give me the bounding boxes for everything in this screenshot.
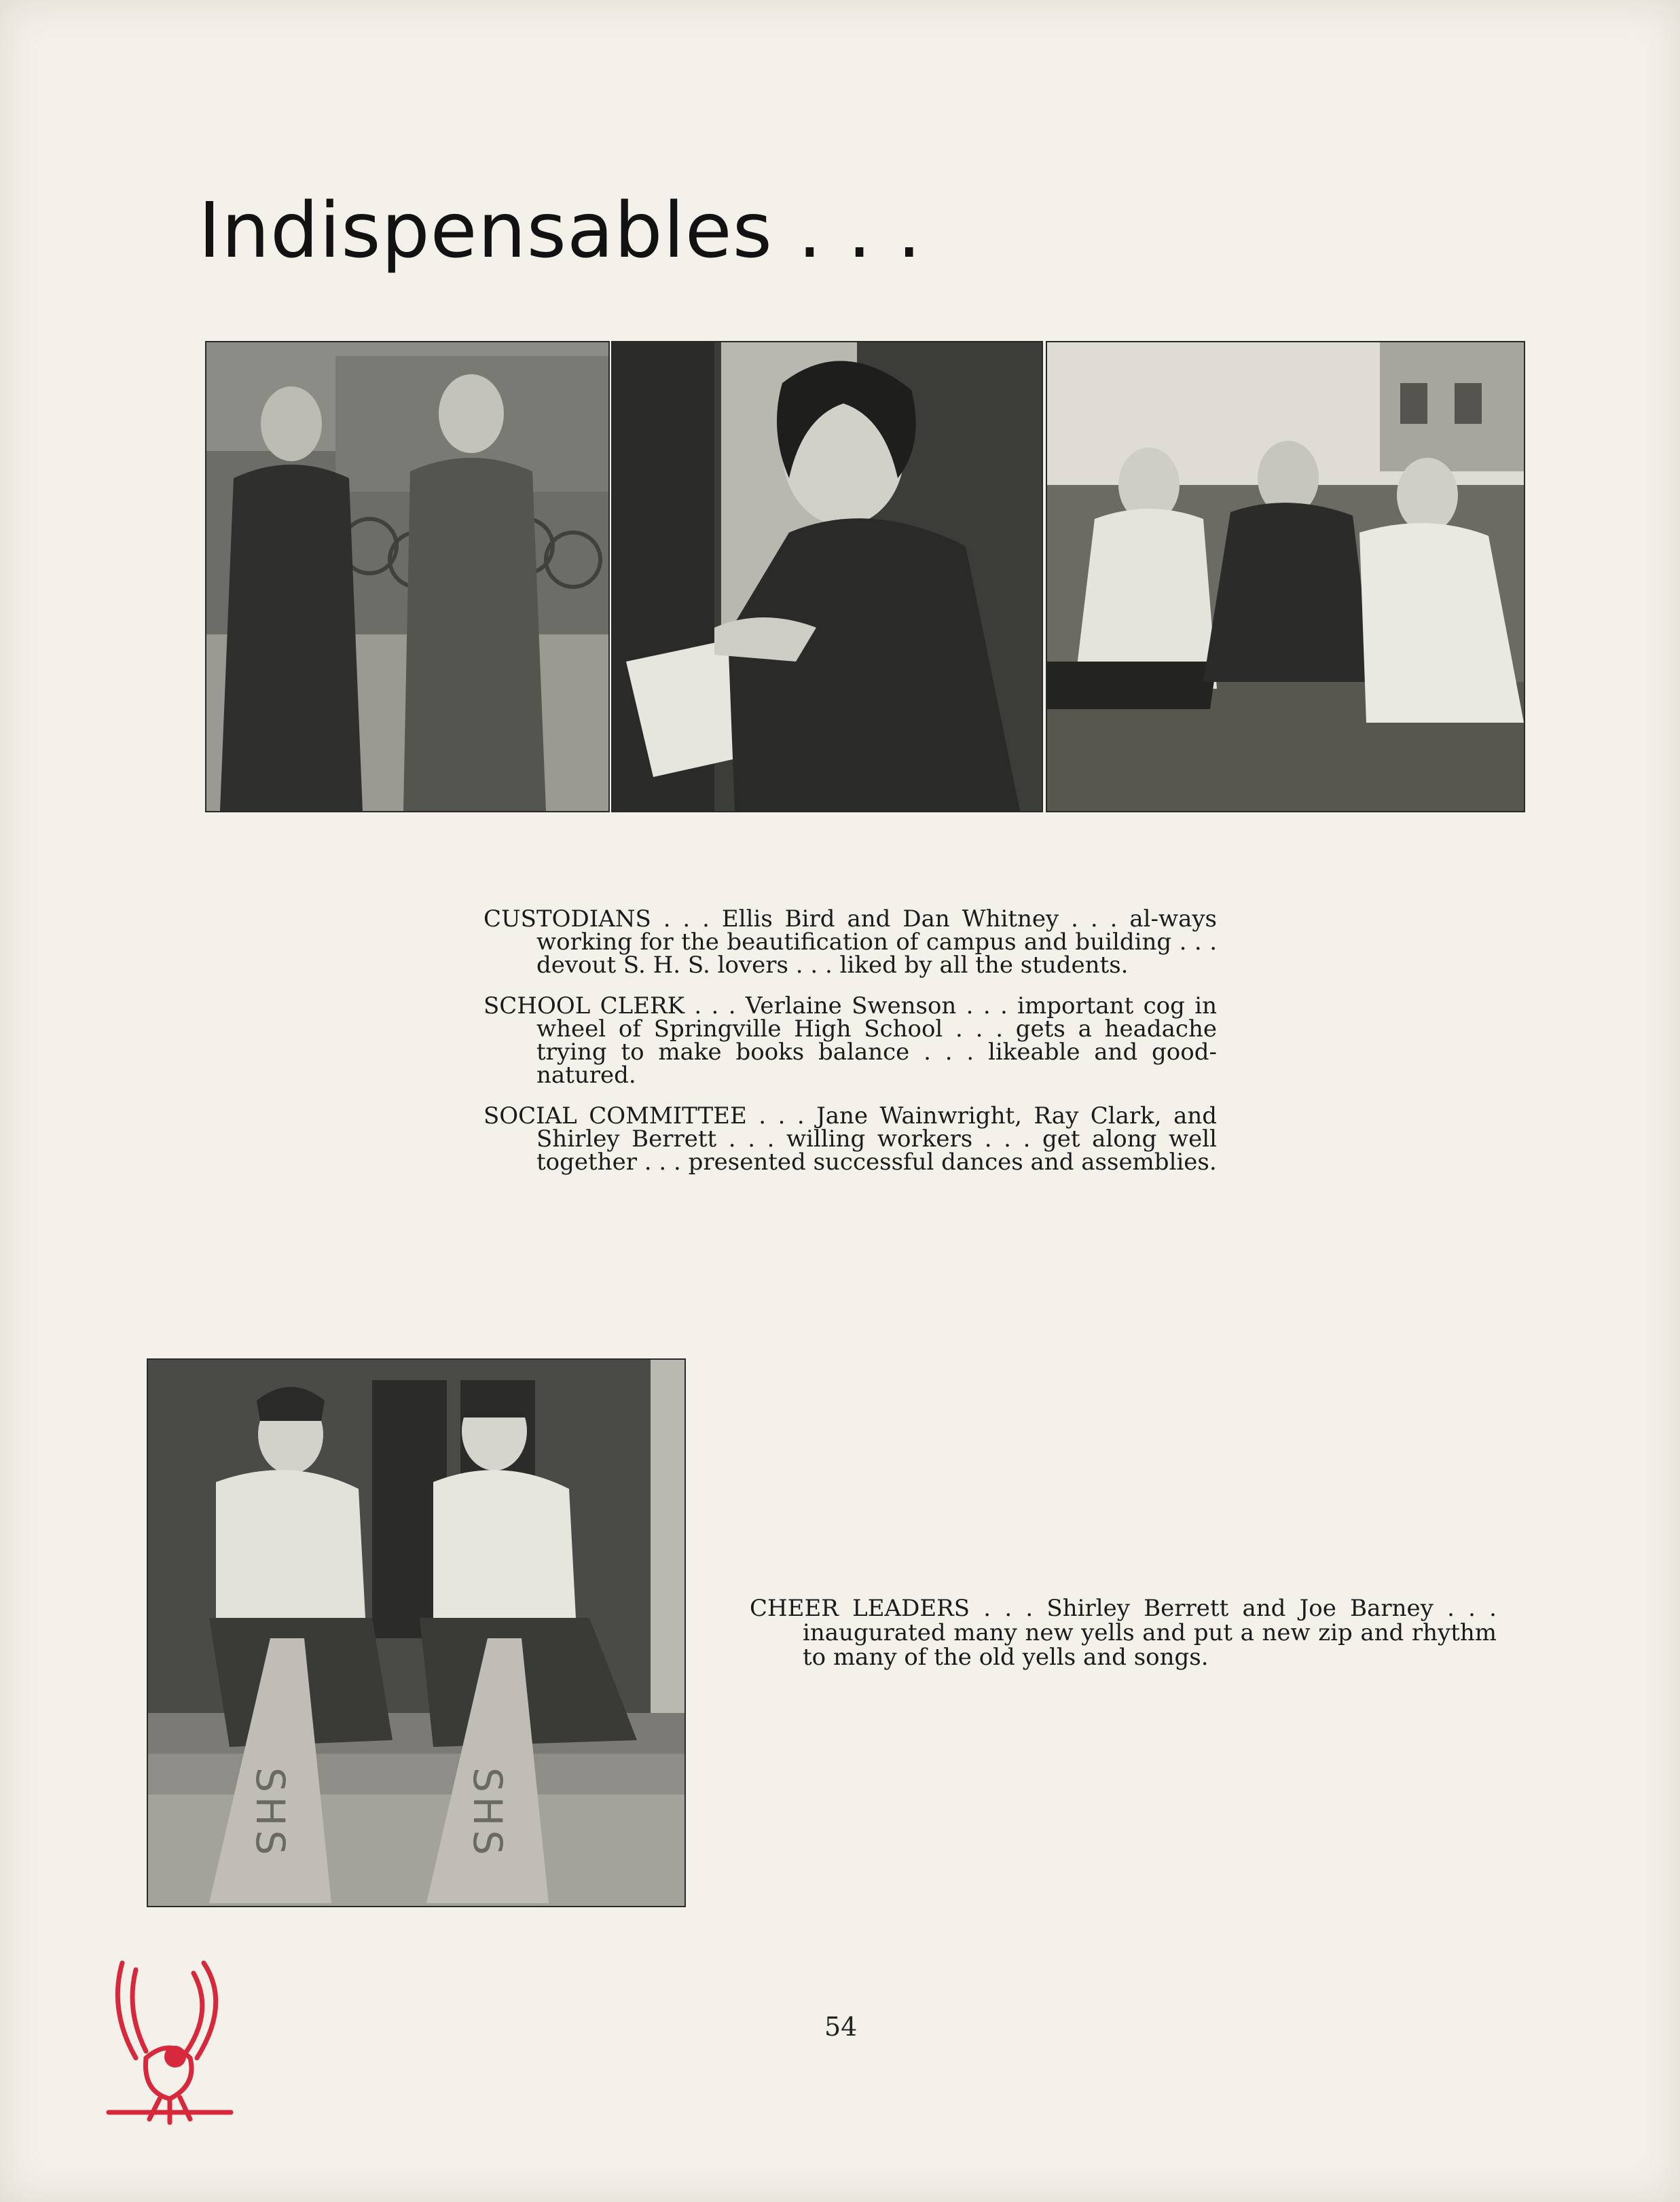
school-clerk-photo	[611, 341, 1043, 812]
megaphone-right-label: SHS	[464, 1767, 511, 1860]
cheer-leaders-photo	[147, 1358, 686, 1907]
megaphone-left-label: SHS	[247, 1767, 293, 1860]
cheer-leaders-caption: CHEER LEADERS . . . Shirley Berrett and Joe Barney . . . inaugurated many new yells and put a new zip and rhythm to many of the old yells and songs.	[750, 1595, 1497, 1671]
custodians-photo	[205, 341, 610, 812]
staff-captions	[483, 907, 1217, 1191]
social-committee-photo	[1046, 341, 1525, 812]
school-clerk-caption: SCHOOL CLERK . . . Verlaine Swenson . . . important cog in wheel of Springville High School . . . gets a headache trying to make books balance . . . likeable and good-natured.	[483, 992, 1217, 1089]
social-committee-caption: SOCIAL COMMITTEE . . . Jane Wainwright, Ray Clark, and Shirley Berrett . . . willing workers . . . get along well together . . . presented successful dances and assemblies.	[483, 1102, 1217, 1176]
cheer-leaders-caption-block	[750, 1596, 1497, 1687]
page-title: Indispensables . . .	[198, 187, 922, 276]
custodians-caption: CUSTODIANS . . . Ellis Bird and Dan Whitney . . . al-ways working for the beautification of campus and building . . . devout S. H. S. lovers . . . liked by all the students.	[483, 905, 1217, 979]
page-number: 54	[824, 2012, 858, 2042]
eagle-logo	[95, 1956, 244, 2133]
